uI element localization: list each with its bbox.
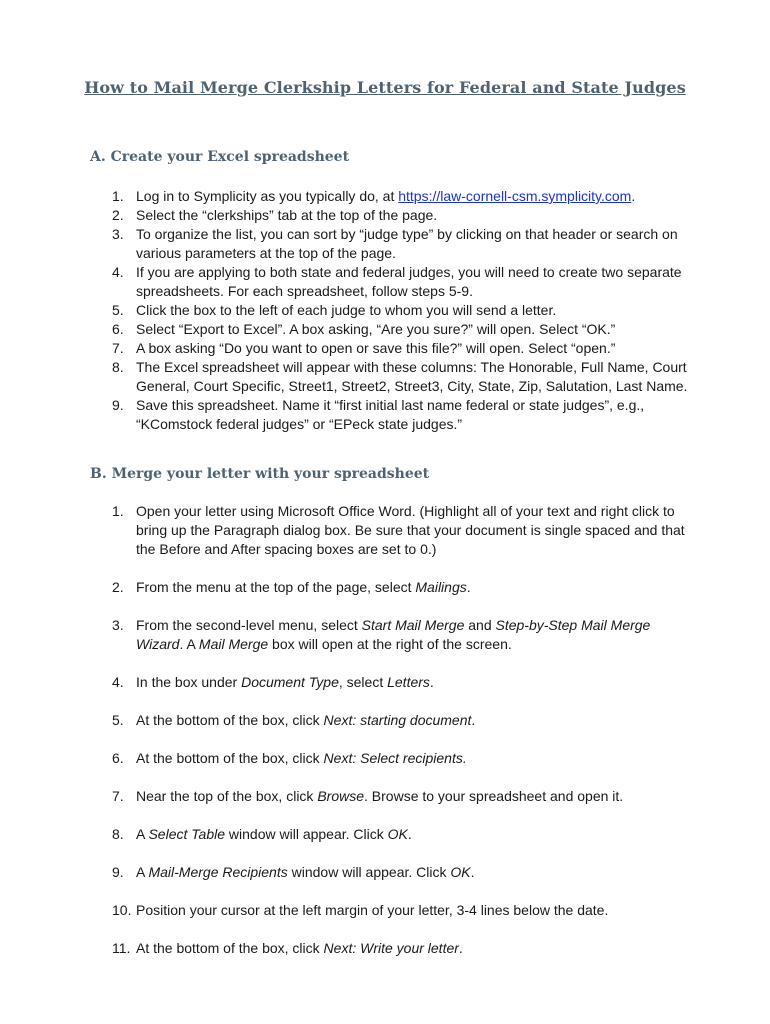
item-text: Near the top of the box, click bbox=[136, 788, 318, 804]
list-item bbox=[0, 339, 770, 358]
list-item bbox=[0, 206, 770, 225]
item-emphasis: Next: starting document bbox=[323, 712, 472, 728]
list-number: 9. bbox=[112, 397, 124, 413]
section-a-heading: A. Create your Excel spreadsheet bbox=[90, 149, 350, 165]
list-item bbox=[0, 358, 770, 396]
page-title: How to Mail Merge Clerkship Letters for Federal and State Judges bbox=[84, 78, 686, 97]
list-item bbox=[0, 787, 770, 806]
list-item bbox=[0, 263, 770, 301]
item-text: and bbox=[464, 617, 496, 633]
item-text: A box asking “Do you want to open or save this file?” will open. Select “open.” bbox=[136, 340, 616, 356]
list-number: 5. bbox=[112, 302, 124, 318]
item-text: Log in to Symplicity as you typically do, at bbox=[136, 188, 399, 204]
item-text: . bbox=[466, 579, 471, 595]
item-text: In the box under bbox=[136, 674, 242, 690]
item-text: At the bottom of the box, click bbox=[136, 940, 324, 956]
list-number: 8. bbox=[112, 826, 124, 842]
item-emphasis: Start Mail Merge bbox=[361, 617, 465, 633]
symplicity-link[interactable]: https://law-cornell-csm.symplicity.com bbox=[398, 188, 632, 204]
item-text: From the menu at the top of the page, select bbox=[136, 579, 416, 595]
list-number: 6. bbox=[112, 750, 124, 766]
list-number: 9. bbox=[112, 864, 124, 880]
list-item bbox=[0, 711, 770, 730]
item-emphasis: Step-by-Step Mail Merge Wizard bbox=[136, 617, 651, 652]
list-item bbox=[0, 673, 770, 692]
item-text: Position your cursor at the left margin of your letter, 3-4 lines below the date. bbox=[136, 902, 609, 918]
list-item bbox=[0, 825, 770, 844]
item-emphasis: Mail Merge bbox=[198, 636, 269, 652]
item-emphasis: Next: Write your letter bbox=[323, 940, 459, 956]
list-item bbox=[0, 901, 770, 920]
item-text: The Excel spreadsheet will appear with these columns: The Honorable, Full Name, Court General, Court Specific, Street1, Street2, Street3, City, State, Zip, Salutation, Last Name. bbox=[136, 359, 688, 394]
item-emphasis: OK bbox=[450, 864, 471, 880]
list-number: 2. bbox=[112, 579, 124, 595]
list-item bbox=[0, 187, 770, 206]
list-number: 1. bbox=[112, 188, 124, 204]
list-number: 5. bbox=[112, 712, 124, 728]
list-number: 8. bbox=[112, 359, 124, 375]
item-text: A bbox=[136, 826, 149, 842]
item-emphasis: Select Table bbox=[148, 826, 226, 842]
list-number: 1. bbox=[112, 503, 124, 519]
list-item bbox=[0, 320, 770, 339]
item-text: Open your letter using Microsoft Office Word. (Highlight all of your text and right click to bring up the Paragraph dialog box. Be sure that your document is single spaced and that the Before and After spacing boxes are set to 0.) bbox=[136, 503, 685, 557]
list-item bbox=[0, 396, 770, 434]
item-text: box will open at the right of the screen. bbox=[268, 636, 512, 652]
item-emphasis: Mail-Merge Recipients bbox=[148, 864, 288, 880]
list-number: 2. bbox=[112, 207, 124, 223]
item-text: Save this spreadsheet. Name it “first initial last name federal or state judges”, e.g., “KComstock federal judges” or “EPeck state judges.” bbox=[136, 397, 645, 432]
item-emphasis: OK bbox=[387, 826, 408, 842]
item-text: . bbox=[458, 940, 463, 956]
item-text: A bbox=[136, 864, 149, 880]
item-text: . bbox=[471, 712, 476, 728]
list-number: 3. bbox=[112, 226, 124, 242]
section-b-list bbox=[0, 502, 770, 977]
item-text: , select bbox=[338, 674, 388, 690]
section-b-heading: B. Merge your letter with your spreadsheet bbox=[90, 466, 430, 482]
item-text: window will appear. Click bbox=[225, 826, 388, 842]
item-text: Click the box to the left of each judge to whom you will send a letter. bbox=[136, 302, 557, 318]
item-text: At the bottom of the box, click bbox=[136, 750, 324, 766]
item-text: From the second-level menu, select bbox=[136, 617, 362, 633]
list-item bbox=[0, 301, 770, 320]
item-text: window will appear. Click bbox=[287, 864, 451, 880]
item-text: . Browse to your spreadsheet and open it. bbox=[364, 788, 624, 804]
item-text: If you are applying to both state and federal judges, you will need to create two separate spreadsheets. For each spreadsheet, follow steps 5-9. bbox=[136, 264, 682, 299]
list-number: 11. bbox=[112, 940, 131, 956]
item-text: Select the “clerkships” tab at the top of the page. bbox=[136, 207, 438, 223]
item-text: To organize the list, you can sort by “judge type” by clicking on that header or search on various parameters at the top of the page. bbox=[136, 226, 678, 261]
list-number: 6. bbox=[112, 321, 124, 337]
list-item bbox=[0, 939, 770, 958]
list-number: 7. bbox=[112, 788, 124, 804]
item-emphasis: Mailings bbox=[415, 579, 467, 595]
list-item bbox=[0, 502, 770, 559]
list-item bbox=[0, 863, 770, 882]
item-text: . A bbox=[179, 636, 199, 652]
item-emphasis: Document Type bbox=[241, 674, 339, 690]
item-text: At the bottom of the box, click bbox=[136, 712, 324, 728]
list-number: 4. bbox=[112, 674, 124, 690]
list-number: 3. bbox=[112, 617, 124, 633]
list-item bbox=[0, 225, 770, 263]
item-text: Select “Export to Excel”. A box asking, “Are you sure?” will open. Select “OK.” bbox=[136, 321, 616, 337]
list-number: 7. bbox=[112, 340, 124, 356]
list-number: 4. bbox=[112, 264, 124, 280]
item-text-end: . bbox=[631, 188, 636, 204]
list-item bbox=[0, 578, 770, 597]
section-a-list bbox=[0, 187, 770, 434]
item-emphasis: Browse bbox=[317, 788, 365, 804]
list-number: 10. bbox=[112, 902, 132, 918]
list-item bbox=[0, 616, 770, 654]
item-emphasis: Letters bbox=[387, 674, 430, 690]
item-emphasis: Next: Select recipients. bbox=[323, 750, 467, 766]
item-text: . bbox=[429, 674, 434, 690]
list-item bbox=[0, 749, 770, 768]
item-text: . bbox=[470, 864, 475, 880]
item-text: . bbox=[407, 826, 412, 842]
